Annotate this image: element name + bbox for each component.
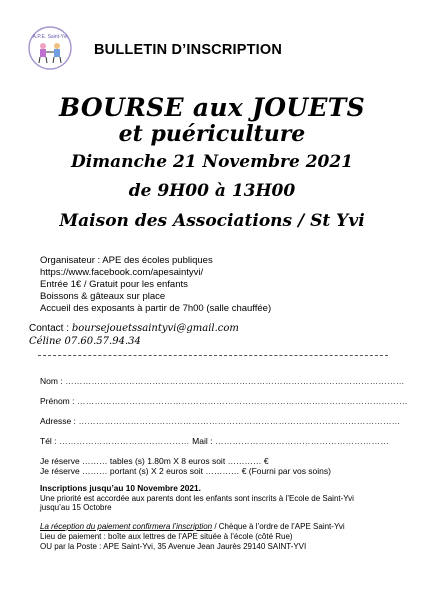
contact-label: Contact : bbox=[29, 323, 72, 334]
drinks-text: Boissons & gâteaux sur place bbox=[40, 291, 166, 302]
logo-text: A.P.E. Saint-Yvi bbox=[32, 34, 68, 40]
ape-logo bbox=[28, 26, 72, 70]
adresse-field[interactable]: Adresse : ………………………………………………………………………………………………… bbox=[40, 416, 401, 426]
payment-cheque: / Chèque à l’ordre de l’APE Saint-Yvi bbox=[212, 522, 345, 531]
tel-label: Tél : bbox=[40, 436, 57, 446]
entry-text: Entrée 1€ / Gratuit pour les enfants bbox=[40, 279, 188, 290]
nom-label: Nom : bbox=[40, 376, 63, 386]
contact-phone: Céline 07.60.57.94.34 bbox=[29, 335, 141, 347]
event-date: Dimanche 21 Novembre 2021 bbox=[70, 152, 354, 172]
reserve-tables-field[interactable]: Je réserve ……… tables (s) 1.80m X 8 euros soit ………… € bbox=[40, 456, 269, 466]
organizer-text: Organisateur : APE des écoles publiques bbox=[40, 255, 213, 266]
notice-block bbox=[40, 484, 354, 513]
priority-text-2: jusqu’au 15 Octobre bbox=[40, 503, 112, 513]
welcome-text: Accueil des exposants à partir de 7h00 (salle chauffée) bbox=[40, 303, 272, 314]
event-location: Maison des Associations / St Yvi bbox=[59, 211, 365, 231]
nom-field[interactable]: Nom : ……………………………………………………………………………………………………… bbox=[40, 376, 405, 386]
event-title: BOURSE aux JOUETS bbox=[59, 93, 365, 122]
page-title: BULLETIN D’INSCRIPTION bbox=[94, 42, 283, 58]
info-block bbox=[40, 255, 271, 315]
deadline-text: Inscriptions jusqu’au 10 Novembre 2021. bbox=[40, 483, 201, 493]
payment-place: Lieu de paiement : boîte aux lettres de l’APE située à l’école (côté Rue) bbox=[40, 531, 293, 541]
tel-mail-field[interactable]: Tél : ……………………………………… Mail : …………………………………………………… bbox=[40, 436, 390, 446]
prenom-field[interactable]: Prénom : …………………………………………………………………………………………………… bbox=[40, 396, 408, 406]
event-hours: de 9H00 à 13H00 bbox=[128, 181, 296, 201]
contact-block bbox=[29, 323, 239, 348]
event-subtitle: et puériculture bbox=[118, 121, 306, 147]
priority-text-1: Une priorité est accordée aux parents dont les enfants sont inscrits à l’Ecole de Saint-Yvi bbox=[40, 493, 354, 503]
mail-label: Mail : bbox=[192, 436, 213, 446]
facebook-link[interactable]: https://www.facebook.com/apesaintyvi/ bbox=[40, 267, 204, 278]
prenom-label: Prénom : bbox=[40, 396, 75, 406]
payment-post: OU par la Poste : APE Saint-Yvi, 35 Avenue Jean Jaurès 29140 SAINT-YVI bbox=[40, 541, 307, 551]
contact-email[interactable]: boursejouetssaintyvi@gmail.com bbox=[71, 323, 239, 334]
reserve-portants-field[interactable]: Je réserve ……… portant (s) X 2 euros soit ………… € (Fourni par vos soins) bbox=[40, 466, 331, 476]
adresse-label: Adresse : bbox=[40, 416, 76, 426]
payment-confirm: La réception du paiement confirmera l’inscription bbox=[40, 522, 213, 531]
payment-block bbox=[40, 522, 345, 551]
divider bbox=[38, 355, 388, 356]
